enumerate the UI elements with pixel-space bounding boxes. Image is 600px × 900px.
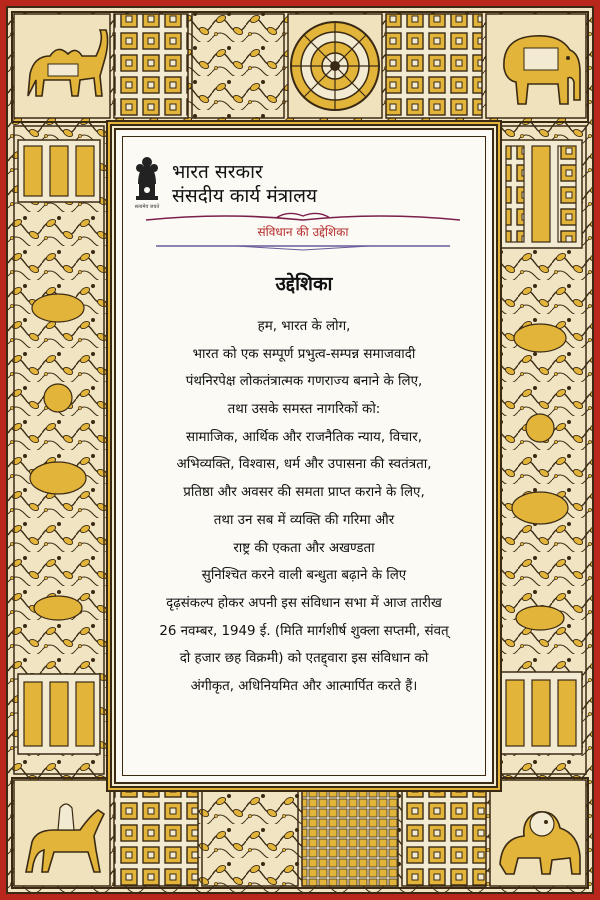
preamble-text [122,313,486,701]
ribbon-label: संविधान की उद्देशिका [257,225,349,239]
decorative-frame [6,6,594,894]
section-ribbon [126,208,480,254]
preamble-line: 26 नवम्बर, 1949 ई. (मिति मार्गशीर्ष शुक्ला सप्तमी, संवत् [159,623,449,639]
preamble-line: तथा उन सब में व्यक्ति की गरिमा और [213,512,395,528]
preamble-line: प्रतिष्ठा और अवसर की समता प्राप्त कराने के लिए, [183,485,425,501]
left-column-panels [14,126,104,774]
org-name-line1: भारत सरकार [172,161,263,183]
emblem-caption: सत्यमेव जयते [134,204,160,210]
right-column-panels [496,126,586,774]
ministry-header [130,154,450,214]
preamble-line: दृढ़संकल्प होकर अपनी इस संविधान सभा में आज तारीख [166,595,442,611]
preamble-line: तथा उसके समस्त नागरिकों को: [227,402,381,418]
mandala-motif [291,22,379,110]
preamble-line: दो हजार छह विक्रमी) को एतद्द्वारा इस संविधान को [179,651,429,667]
preamble-line: अभिव्यक्ति, विश्वास, धर्म और उपासना की स्वतंत्रता, [176,457,432,473]
preamble-line: भारत को एक सम्पूर्ण प्रभुत्व-सम्पन्न समाजवादी [192,346,416,362]
preamble-line: अंगीकृत, अधिनियमित और आत्मार्पित करते हैं। [190,678,418,694]
preamble-line: पंथनिरपेक्ष लोकतंत्रात्मक गणराज्य बनाने के लिए, [185,374,423,390]
preamble-panel [114,128,494,784]
national-emblem-icon [130,154,164,206]
preamble-line: सुनिश्चित करने वाली बन्धुता बढ़ाने के लिए [201,568,407,584]
preamble-line: सामाजिक, आर्थिक और राजनैतिक न्याय, विचार, [186,429,422,445]
preamble-title: उद्देशिका [275,273,333,295]
org-name-line2: संसदीय कार्य मंत्रालय [172,185,318,207]
preamble-line: हम, भारत के लोग, [257,319,351,334]
preamble-line: राष्ट्र की एकता और अखण्डता [233,540,375,556]
